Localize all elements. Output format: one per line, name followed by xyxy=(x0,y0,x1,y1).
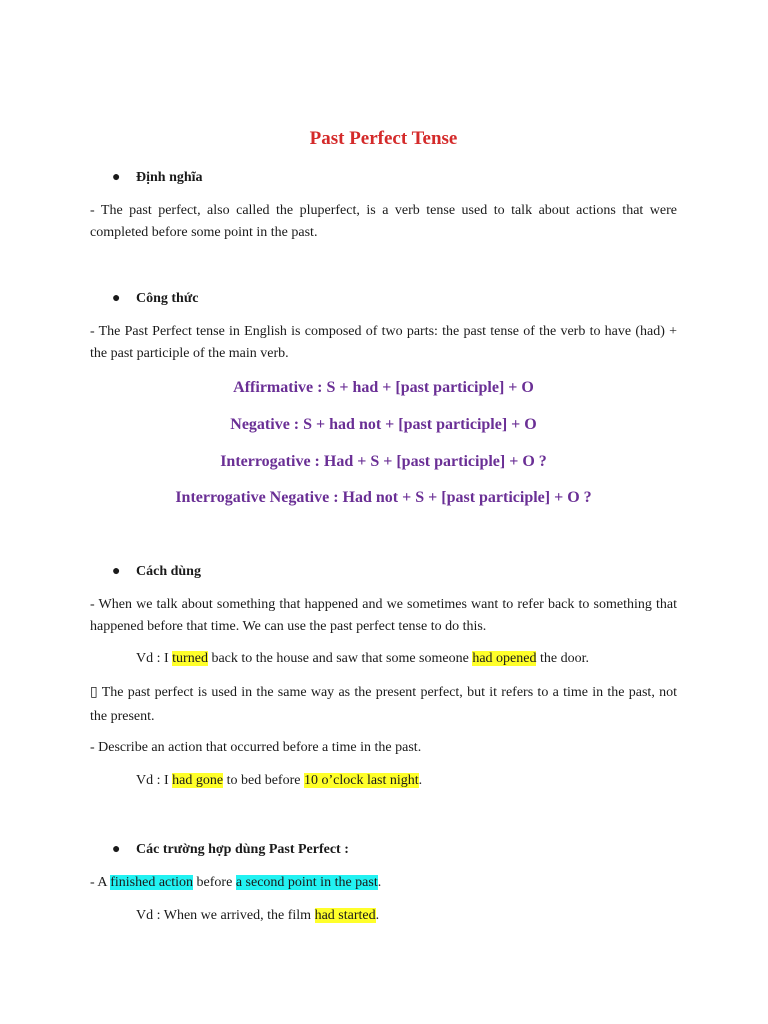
definition-paragraph: - The past perfect, also called the pluperfect, is a verb tense used to talk about actions that were completed before some point in the past. xyxy=(90,203,677,240)
example-text: . xyxy=(375,908,380,923)
highlighted-text: turned xyxy=(172,651,208,666)
usage-example-2 xyxy=(136,770,422,792)
example-text: the door. xyxy=(536,651,589,666)
bullet-icon: ● xyxy=(112,170,121,185)
highlighted-text: had gone xyxy=(172,773,224,788)
page-title: Past Perfect Tense xyxy=(309,128,458,149)
bullet-icon: ● xyxy=(112,842,121,857)
usage-example-1 xyxy=(136,648,589,670)
highlighted-text: had started xyxy=(314,908,376,923)
example-text: Vd : I xyxy=(136,651,173,666)
heading-text: Công thức xyxy=(136,291,199,306)
example-text: Vd : I xyxy=(136,773,173,788)
paragraph-text: . xyxy=(377,875,382,890)
usage-paragraph-2: ▯ The past perfect is used in the same way as the present perfect, but it refers to a time in the past, not the present. xyxy=(90,685,677,724)
highlighted-text: a second point in the past xyxy=(235,875,378,890)
heading-text: Định nghĩa xyxy=(136,170,203,185)
formula-affirmative: Affirmative : S + had + [past participle] + O xyxy=(233,379,534,396)
example-text: . xyxy=(418,773,423,788)
formula-paragraph: - The Past Perfect tense in English is composed of two parts: the past tense of the verb to have (had) + the past participle of the main verb. xyxy=(90,324,677,361)
formula-interrogative: Interrogative : Had + S + [past participle] + O ? xyxy=(220,453,547,470)
formula-interrogative-negative: Interrogative Negative : Had not + S + [past participle] + O ? xyxy=(175,489,592,506)
usage-paragraph-3: - Describe an action that occurred before a time in the past. xyxy=(90,740,422,755)
highlighted-text: had opened xyxy=(472,651,537,666)
highlighted-text: finished action xyxy=(110,875,194,890)
paragraph-text: before xyxy=(193,875,236,890)
highlighted-text: 10 o’clock last night xyxy=(303,773,419,788)
example-text: back to the house and saw that some someone xyxy=(207,651,473,666)
bullet-icon: ● xyxy=(112,564,121,579)
example-text: to bed before xyxy=(223,773,304,788)
cases-example xyxy=(136,905,379,927)
formula-negative: Negative : S + had not + [past participle] + O xyxy=(230,416,537,433)
heading-text: Các trường hợp dùng Past Perfect : xyxy=(136,842,349,857)
cases-paragraph xyxy=(90,872,677,894)
paragraph-text: - A xyxy=(90,875,111,890)
example-text: Vd : When we arrived, the film xyxy=(136,908,315,923)
usage-paragraph-1: - When we talk about something that happened and we sometimes want to refer back to something that happened before that time. We can use the past perfect tense to do this. xyxy=(90,597,677,634)
bullet-icon: ● xyxy=(112,291,121,306)
heading-text: Cách dùng xyxy=(136,564,201,579)
